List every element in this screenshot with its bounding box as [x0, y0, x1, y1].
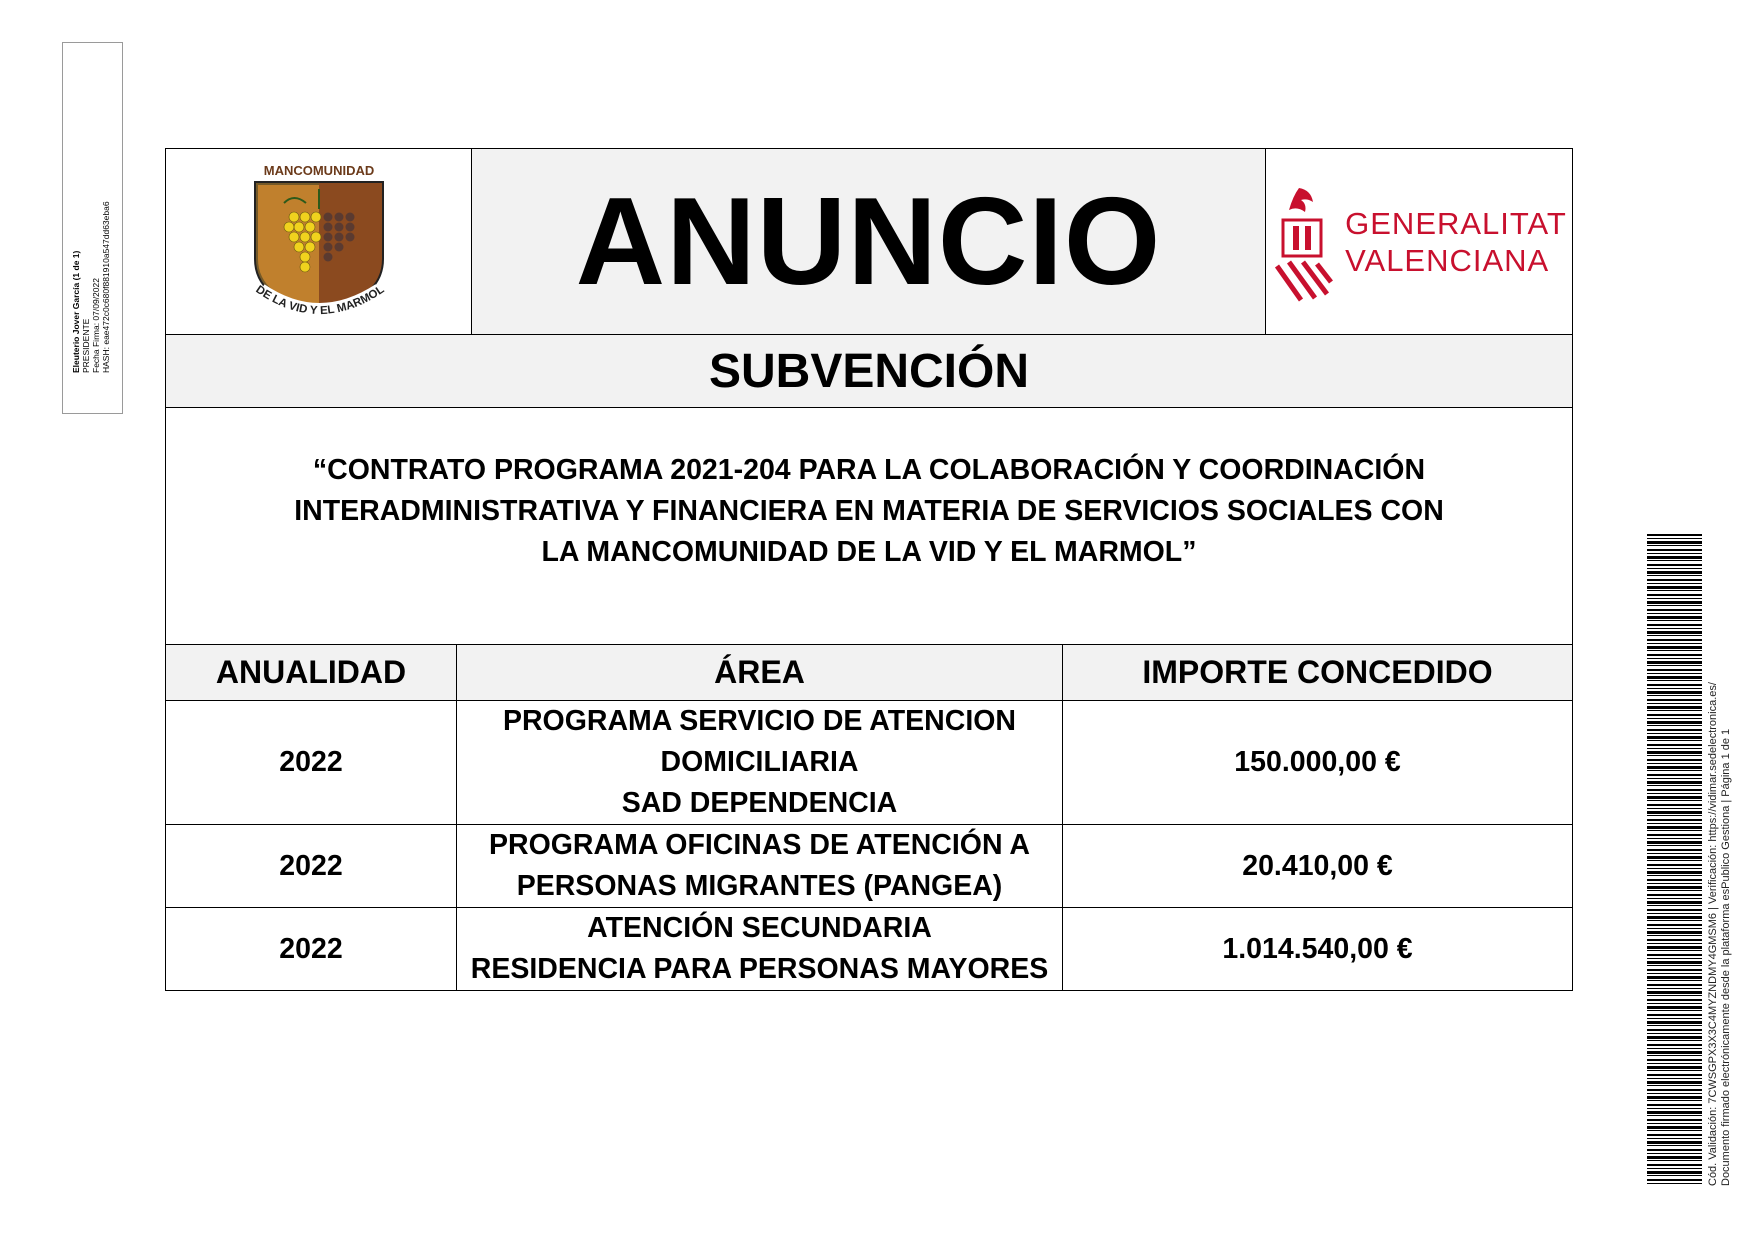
barcode [1647, 534, 1702, 1186]
cell-area [457, 701, 1063, 825]
col-header-year: ANUALIDAD [166, 645, 457, 701]
generalitat-word: GENERALITAT [1345, 205, 1567, 241]
subtitle-row [166, 335, 1572, 408]
area-line: PROGRAMA SERVICIO DE ATENCION [502, 705, 1017, 737]
generalitat-logo-cell [1266, 149, 1572, 334]
cell-amount: 1.014.540,00 € [1063, 908, 1573, 991]
area-line: PROGRAMA OFICINAS DE ATENCIÓN A [489, 829, 1030, 861]
col-header-amount: IMPORTE CONCEDIDO [1063, 645, 1573, 701]
mancomunidad-crest-logo [244, 159, 394, 324]
cell-year: 2022 [166, 701, 457, 825]
area-line: RESIDENCIA PARA PERSONAS MAYORES [470, 953, 1049, 985]
header-row [166, 149, 1572, 335]
signature-date: Fecha Firma: 07/09/2022 [91, 278, 101, 373]
page-subtitle: SUBVENCIÓN [708, 344, 1030, 398]
table-row [166, 908, 1572, 991]
announcement-frame [165, 148, 1573, 991]
signature-hash: HASH: eae472c0c680f881910a547dd63eba6 [101, 201, 111, 373]
area-line: DOMICILIARIA [660, 746, 859, 778]
grants-table [166, 644, 1572, 990]
crest-top-text: MANCOMUNIDAD [263, 163, 374, 178]
area-line: PERSONAS MIGRANTES (PANGEA) [516, 870, 1003, 902]
page-title: ANUNCIO [575, 172, 1162, 311]
cell-area [457, 908, 1063, 991]
signer-role: PRESIDENTE [81, 318, 91, 373]
program-description: “CONTRATO PROGRAMA 2021-204 PARA LA COLABORACIÓN Y COORDINACIÓN INTERADMINISTRATIVA Y FINANCIERA EN MATERIA DE SERVICIOS SOCIALES CON LA MANCOMUNIDAD DE LA VID Y EL MARMOL” [294, 454, 1444, 568]
area-line: SAD DEPENDENCIA [621, 787, 898, 819]
signature-text [71, 53, 111, 373]
table-header-row [166, 645, 1572, 701]
generalitat-wordmark [1345, 205, 1567, 279]
description-row [166, 408, 1572, 644]
signer-name: Eleuterio Jover García (1 de 1) [71, 250, 81, 373]
col-header-area: ÁREA [457, 645, 1063, 701]
table-row [166, 701, 1572, 825]
cell-area [457, 825, 1063, 908]
cell-amount: 150.000,00 € [1063, 701, 1573, 825]
verification-platform: Documento firmado electrónicamente desde la plataforma esPublico Gestiona | Página 1 de 1 [1720, 728, 1732, 1186]
generalitat-emblem-icon [1271, 182, 1333, 302]
verification-code: Cód. Validación: 7CWSGPX3X3C4MYZNDMY4GMSM6 | Verificación: https://vidimar.sedelectronica.es/ [1707, 682, 1719, 1186]
valenciana-word: VALENCIANA [1345, 242, 1550, 278]
cell-year: 2022 [166, 825, 457, 908]
table-row [166, 825, 1572, 908]
signature-box [62, 42, 123, 414]
mancomunidad-logo-cell [166, 149, 472, 334]
verification-text [1707, 526, 1733, 1186]
title-cell [472, 149, 1266, 334]
cell-year: 2022 [166, 908, 457, 991]
generalitat-logo [1271, 182, 1567, 302]
crest-bottom-text: DE LA VID Y EL MARMOL [252, 283, 387, 318]
cell-amount: 20.410,00 € [1063, 825, 1573, 908]
area-line: ATENCIÓN SECUNDARIA [587, 912, 932, 944]
